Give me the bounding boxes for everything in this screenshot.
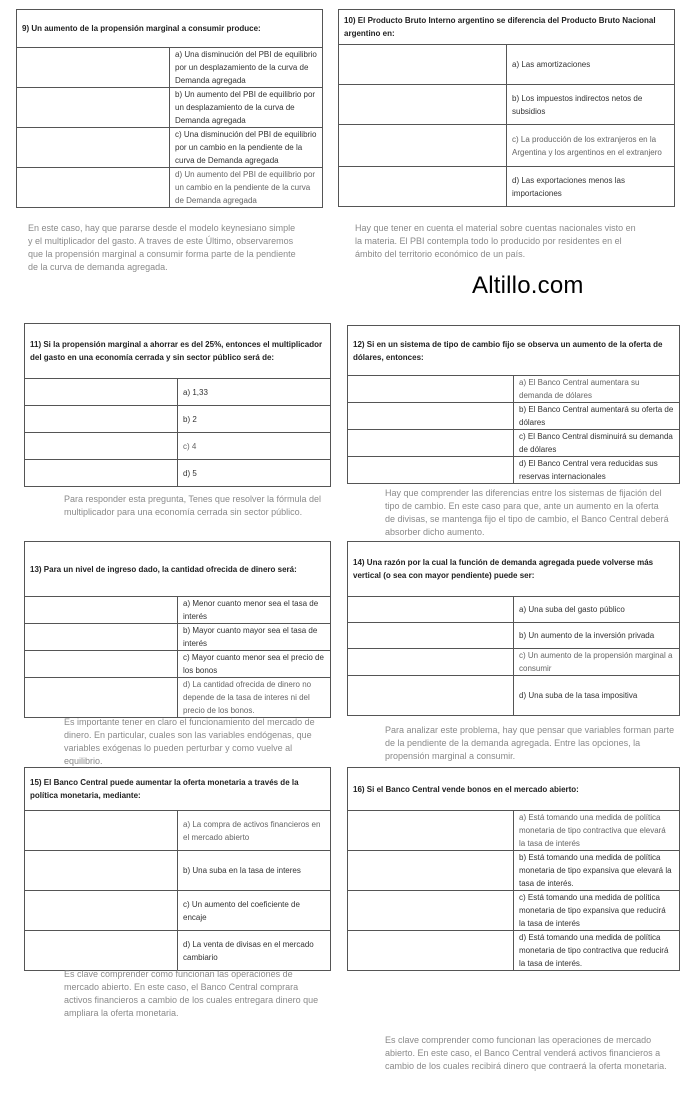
explanation-14: Para analizar este problema, hay que pensar que variables forman parte de la pendiente de la demanda agregada. Entre las opciones, la propensión marginal a consumir. bbox=[385, 725, 675, 761]
option-c[interactable]: c) Un aumento de la propensión marginal a consumir bbox=[514, 649, 680, 676]
option-b[interactable]: b) Los impuestos indirectos netos de subsidios bbox=[507, 85, 675, 125]
option-c[interactable]: c) Está tomando una medida de política monetaria de tipo expansiva que reducirá la tasa de interés bbox=[514, 891, 680, 931]
question-16-table bbox=[347, 767, 680, 971]
option-d[interactable]: d) El Banco Central vera reducidas sus reservas internacionales bbox=[514, 457, 680, 484]
option-d[interactable]: d) 5 bbox=[178, 460, 331, 487]
option-d[interactable]: d) Está tomando una medida de política monetaria de tipo contractiva que reducirá la tasa de interés. bbox=[514, 931, 680, 971]
option-c[interactable]: c) Un aumento del coeficiente de encaje bbox=[178, 891, 331, 931]
question-title: 11) Si la propensión marginal a ahorrar es del 25%, entonces el multiplicador del gasto en una economía cerrada y sin sector público será de: bbox=[25, 324, 331, 379]
altillo-logo: Altillo.com bbox=[472, 272, 584, 299]
option-b[interactable]: b) Un aumento de la inversión privada bbox=[514, 623, 680, 649]
question-title: 10) El Producto Bruto Interno argentino se diferencia del Producto Bruto Nacional argentino en: bbox=[339, 10, 675, 45]
option-a[interactable]: a) La compra de activos financieros en el mercado abierto bbox=[178, 811, 331, 851]
option-b[interactable]: b) Está tomando una medida de política monetaria de tipo expansiva que elevará la tasa de interés. bbox=[514, 851, 680, 891]
question-title: 16) Si el Banco Central vende bonos en el mercado abierto: bbox=[348, 768, 680, 811]
option-a[interactable]: a) Las amortizaciones bbox=[507, 45, 675, 85]
explanation-11: Para responder esta pregunta, Tenes que resolver la fórmula del multiplicador para una economía cerrada sin sector público. bbox=[64, 494, 321, 517]
explanation-15: Es clave comprender como funcionan las operaciones de mercado abierto. En este caso, el Banco Central comprara activos financieros a cambio de los cuales entregara dinero que ampliara la oferta monetaria. bbox=[64, 969, 319, 1018]
option-d[interactable]: d) Una suba de la tasa impositiva bbox=[514, 676, 680, 716]
question-title: 13) Para un nivel de ingreso dado, la cantidad ofrecida de dinero será: bbox=[25, 542, 331, 597]
option-a[interactable]: a) Está tomando una medida de política monetaria de tipo contractiva que elevará la tasa de interés bbox=[514, 811, 680, 851]
question-title: 15) El Banco Central puede aumentar la oferta monetaria a través de la política monetaria, mediante: bbox=[25, 768, 331, 811]
explanation-13: Es importante tener en claro el funcionamiento del mercado de dinero. En particular, cuales son las variables endógenas, que variables exógenas lo pueden perturbar y como vuelve al equilibrio. bbox=[64, 717, 315, 766]
option-b[interactable]: b) Una suba en la tasa de interes bbox=[178, 851, 331, 891]
question-13-table bbox=[24, 541, 331, 718]
question-title: 14) Una razón por la cual la función de demanda agregada puede volverse más vertical (o sea con mayor pendiente) puede ser: bbox=[348, 542, 680, 597]
option-b[interactable]: b) El Banco Central aumentará su oferta de dólares bbox=[514, 403, 680, 430]
explanation-12: Hay que comprender las diferencias entre los sistemas de fijación del tipo de cambio. En este caso para que, ante un aumento en la oferta de divisas, se mantenga fijo el tipo de cambio, el Banco Central deberá absorber dicho aumento. bbox=[385, 488, 669, 537]
option-c[interactable]: c) 4 bbox=[178, 433, 331, 460]
explanation-9: En este caso, hay que pararse desde el modelo keynesiano simple y el multiplicador del gasto. A traves de este Último, observaremos que la propensión marginal a consumir forma parte de la pendiente de la curva de demanda agregada. bbox=[28, 223, 296, 272]
question-title: 9) Un aumento de la propensión marginal a consumir produce: bbox=[17, 10, 323, 48]
option-c[interactable]: c) Mayor cuanto menor sea el precio de los bonos bbox=[178, 651, 331, 678]
explanation-10: Hay que tener en cuenta el material sobre cuentas nacionales visto en la materia. El PBI contempla todo lo producido por residentes en el ámbito del territorio económico de un país. bbox=[355, 223, 636, 259]
option-c[interactable]: c) La producción de los extranjeros en la Argentina y los argentinos en el extranjero bbox=[507, 125, 675, 167]
option-a[interactable]: a) 1,33 bbox=[178, 379, 331, 406]
option-c[interactable]: c) Una disminución del PBI de equilibrio por un cambio en la pendiente de la curva de Demanda agregada bbox=[170, 128, 323, 168]
question-12-table bbox=[347, 325, 680, 484]
question-15-table bbox=[24, 767, 331, 971]
option-b[interactable]: b) Un aumento del PBI de equilibrio por un desplazamiento de la curva de Demanda agregada bbox=[170, 88, 323, 128]
option-d[interactable]: d) La cantidad ofrecida de dinero no depende de la tasa de interes ni del precio de los bonos. bbox=[178, 678, 331, 718]
option-a[interactable]: a) Menor cuanto menor sea el tasa de interés bbox=[178, 597, 331, 624]
explanation-16: Es clave comprender como funcionan las operaciones de mercado abierto. En este caso, el Banco Central venderá activos financieros a cambio de los cuales recibirá dinero que contraerá la oferta monetaria. bbox=[385, 1035, 667, 1071]
option-b[interactable]: b) Mayor cuanto mayor sea el tasa de interés bbox=[178, 624, 331, 651]
option-a[interactable]: a) Una suba del gasto público bbox=[514, 597, 680, 623]
option-d[interactable]: d) Las exportaciones menos las importaciones bbox=[507, 167, 675, 207]
question-title: 12) Si en un sistema de tipo de cambio fijo se observa un aumento de la oferta de dólares, entonces: bbox=[348, 326, 680, 376]
option-b[interactable]: b) 2 bbox=[178, 406, 331, 433]
question-14-table bbox=[347, 541, 680, 716]
question-9-table bbox=[16, 9, 323, 208]
question-11-table bbox=[24, 323, 331, 487]
option-d[interactable]: d) La venta de divisas en el mercado cambiario bbox=[178, 931, 331, 971]
option-c[interactable]: c) El Banco Central disminuirá su demanda de dólares bbox=[514, 430, 680, 457]
option-a[interactable]: a) Una disminución del PBI de equilibrio por un desplazamiento de la curva de Demanda agregada bbox=[170, 48, 323, 88]
option-d[interactable]: d) Un aumento del PBI de equilibrio por un cambio en la pendiente de la curva de Demanda agregada bbox=[170, 168, 323, 208]
question-10-table bbox=[338, 9, 675, 207]
option-a[interactable]: a) El Banco Central aumentara su demanda de dólares bbox=[514, 376, 680, 403]
